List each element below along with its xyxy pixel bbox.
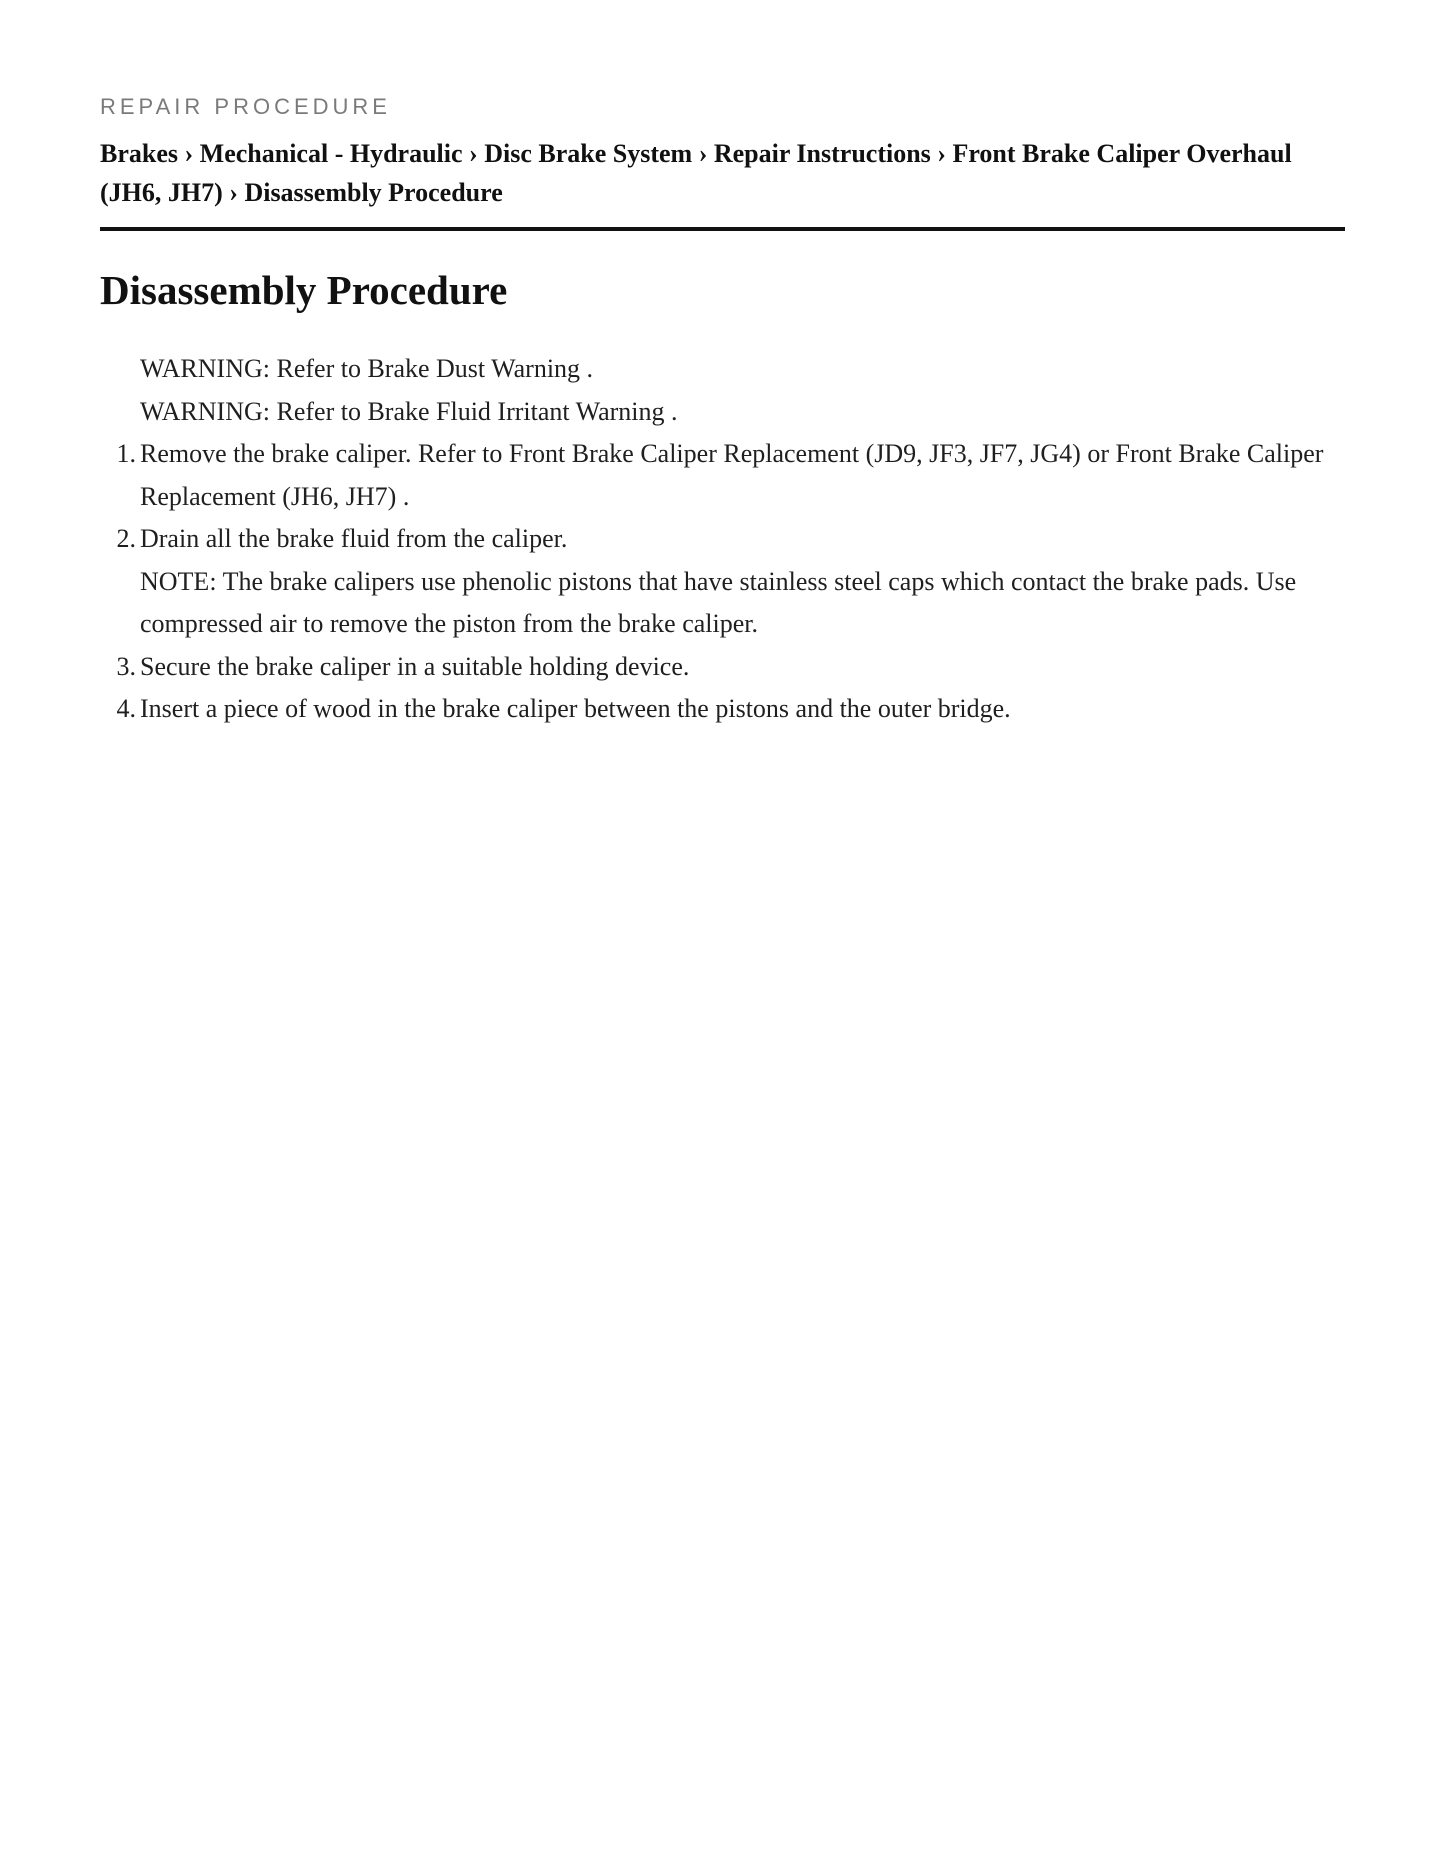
section-eyebrow: REPAIR PROCEDURE	[100, 94, 391, 119]
warning-text: WARNING: Refer to Brake Fluid Irritant Warning .	[140, 396, 678, 426]
breadcrumb-item[interactable]: Mechanical - Hydraulic	[199, 139, 463, 168]
procedure-step	[100, 433, 1345, 518]
procedure-note	[100, 561, 1345, 646]
note-text: NOTE: The brake calipers use phenolic pistons that have stainless steel caps which contact the brake pads. Use compressed air to remove the piston from the brake caliper.	[140, 566, 1297, 638]
breadcrumb-separator: ›	[698, 139, 714, 168]
step-number: 4.	[116, 694, 136, 723]
step-number: 2.	[116, 524, 136, 553]
step-text: Secure the brake caliper in a suitable holding device.	[140, 651, 690, 681]
breadcrumb-item-current: Disassembly Procedure	[244, 178, 503, 207]
breadcrumb	[100, 134, 1345, 212]
breadcrumb-separator: ›	[184, 139, 200, 168]
page-title: Disassembly Procedure	[100, 267, 508, 313]
breadcrumb-item[interactable]: Brakes	[100, 139, 178, 168]
warning-item	[100, 391, 1345, 434]
procedure-step	[100, 688, 1345, 731]
breadcrumb-separator: ›	[229, 178, 245, 207]
step-number: 3.	[116, 651, 136, 681]
step-text: Insert a piece of wood in the brake caliper between the pistons and the outer bridge.	[140, 694, 1011, 723]
header-divider	[100, 227, 1345, 231]
warning-item	[100, 348, 1345, 391]
step-text: Remove the brake caliper. Refer to Front Brake Caliper Replacement (JD9, JF3, JF7, JG4) or Front Brake Caliper Replacement (JH6, JH7) .	[140, 439, 1324, 511]
procedure-step	[100, 518, 1345, 561]
breadcrumb-item[interactable]: Front Brake Caliper Overhaul (JH6, JH7)	[100, 139, 1292, 207]
procedure-step	[100, 646, 1345, 689]
breadcrumb-separator: ›	[469, 139, 485, 168]
warning-text: WARNING: Refer to Brake Dust Warning .	[140, 354, 594, 383]
breadcrumb-item[interactable]: Repair Instructions	[713, 139, 931, 168]
breadcrumb-separator: ›	[937, 139, 953, 168]
procedure-list	[100, 348, 1345, 731]
step-number: 1.	[116, 439, 136, 468]
breadcrumb-item[interactable]: Disc Brake System	[484, 139, 693, 168]
step-text: Drain all the brake fluid from the caliper.	[140, 524, 568, 553]
